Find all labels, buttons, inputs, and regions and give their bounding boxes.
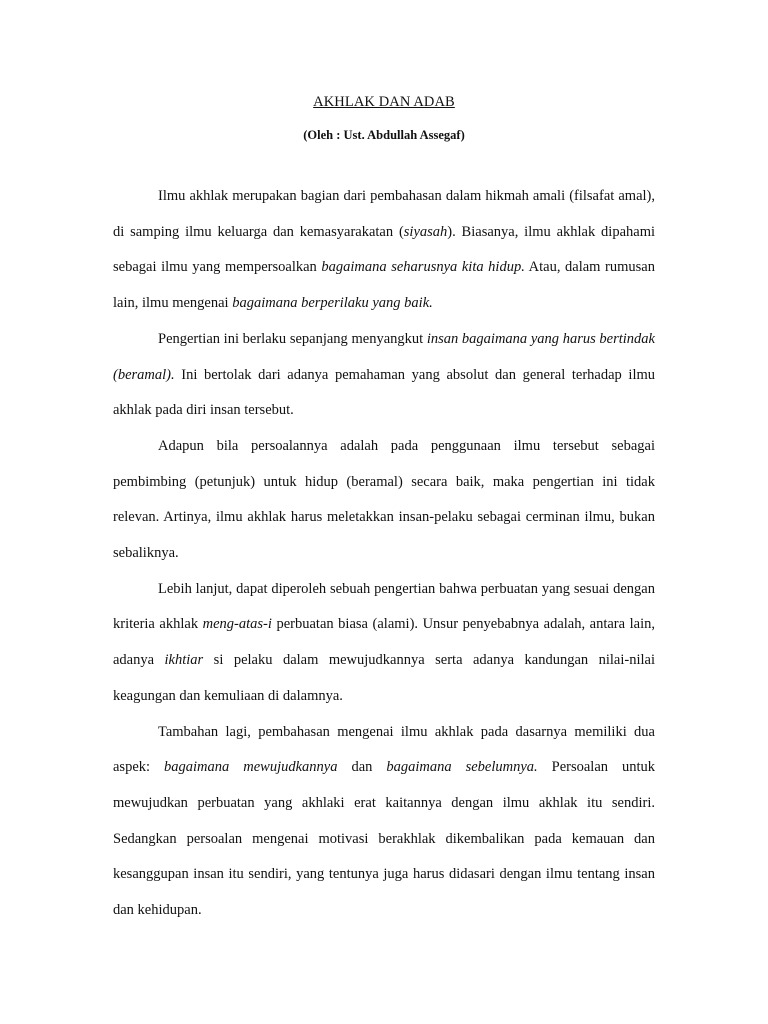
document-body <box>113 179 655 929</box>
text-run: si pelaku dalam mewujudkannya serta adanya kandungan nilai-nilai keagungan dan kemuliaan di dalamnya. <box>113 652 655 704</box>
paragraph <box>113 715 655 929</box>
paragraph <box>113 572 655 715</box>
italic-text-run: siyasah <box>403 223 448 240</box>
text-run: Tambahan lagi, pembahasan mengenai ilmu akhlak pada dasarnya memiliki dua aspek: <box>113 723 655 776</box>
text-run: Ilmu akhlak merupakan bagian dari pembahasan dalam hikmah amali (filsafat amal), di samping ilmu keluarga dan kemasyarakatan ( <box>113 188 655 240</box>
italic-text-run: meng-atas-i <box>202 616 272 633</box>
text-run: ). Biasanya, ilmu akhlak dipahami sebagai ilmu yang mempersoalkan <box>113 223 656 276</box>
text-run: Persoalan untuk mewujudkan perbuatan yang akhlaki erat kaitannya dengan ilmu akhlak itu sendiri. Sedangkan persoalan mengenai motivasi berakhlak dikembalikan pada kemauan dan kesanggupan insan itu sendiri, yang tentunya juga harus didasari dengan ilmu tentang insan dan kehidupan. <box>113 759 655 919</box>
document-author: (Oleh : Ust. Abdullah Assegaf) <box>303 128 465 142</box>
italic-text-run: bagaimana seharusnya kita hidup. <box>321 259 525 276</box>
text-run: Adapun bila persoalannya adalah pada penggunaan ilmu tersebut sebagai pembimbing (petunjuk) untuk hidup (beramal) secara baik, maka pengertian ini tidak relevan. Artinya, ilmu akhlak harus meletakkan insan-pelaku sebagai cerminan ilmu, bukan sebaliknya. <box>113 437 655 562</box>
paragraph <box>113 322 655 429</box>
text-run: Ini bertolak dari adanya pemahaman yang absolut dan general terhadap ilmu akhlak pada diri insan tersebut. <box>113 366 655 419</box>
italic-text-run: bagaimana berperilaku yang baik. <box>232 295 433 312</box>
italic-text-run: ikhtiar <box>164 652 204 669</box>
italic-text-run: insan bagaimana yang harus bertindak (beramal). <box>113 330 655 383</box>
text-run: Pengertian ini berlaku sepanjang menyangkut <box>158 330 427 347</box>
text-run: dan <box>337 759 387 776</box>
italic-text-run: bagaimana sebelumnya. <box>386 759 538 776</box>
italic-text-run: bagaimana mewujudkannya <box>164 759 338 776</box>
paragraph <box>113 429 655 572</box>
paragraph <box>113 179 655 322</box>
text-run: perbuatan biasa (alami). Unsur penyebabnya adalah, antara lain, adanya <box>113 616 655 669</box>
text-run: Atau, dalam rumusan lain, ilmu mengenai <box>113 259 655 312</box>
text-run: Lebih lanjut, dapat diperoleh sebuah pengertian bahwa perbuatan yang sesuai dengan kriteria akhlak <box>113 580 655 633</box>
document-title: AKHLAK DAN ADAB <box>313 94 455 110</box>
